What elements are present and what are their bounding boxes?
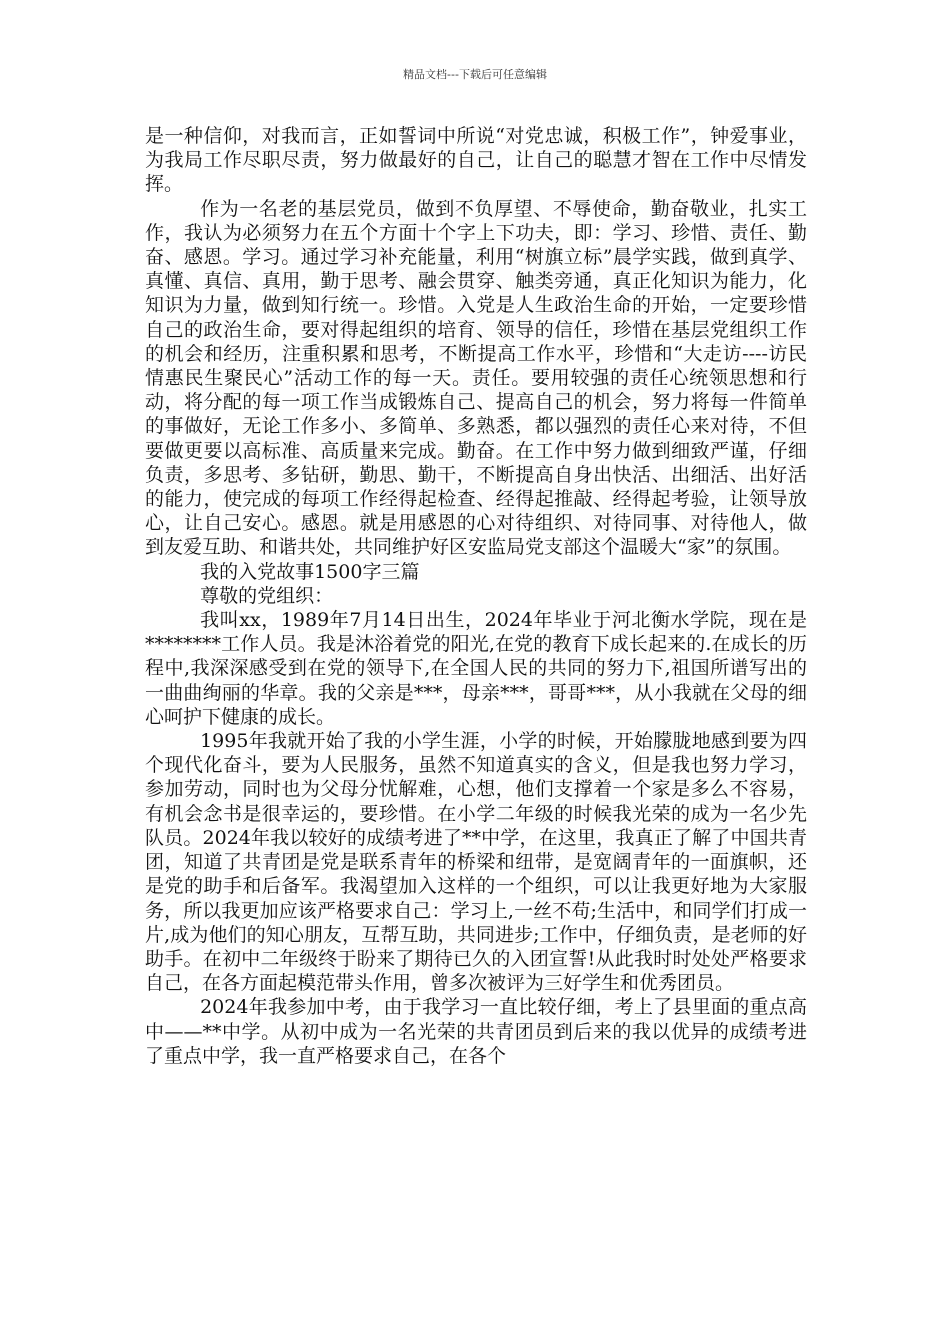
paragraph-high-school: 2024年我参加中考，由于我学习一直比较仔细，考上了县里面的重点高中——**中学。从初中成为一名光荣的共青团员到后来的我以优异的成绩考进了重点中学，我一直严格要求自己，在各个 (145, 996, 807, 1067)
paragraph-school-years: 1995年我就开始了我的小学生涯，小学的时候，开始朦胧地感到要为四个现代化奋斗，要为人民服务，虽然不知道真实的含义，但是我也努力学习，参加劳动，同时也为父母分忧解难，心想，他们支撑着一个家是多么不容易，有机会念书是很幸运的，要珍惜。在小学二年级的时候我光荣的成为一名少先队员。2024年我以较好的成绩考进了**中学，在这里，我真正了解了中国共青团，知道了共青团是党是联系青年的桥梁和纽带，是宽阔青年的一面旗帜，还是党的助手和后备军。我渴望加入这样的一个组织，可以让我更好地为大家服务，所以我更加应该严格要求自己：学习上,一丝不苟;生活中，和同学们打成一片,成为他们的知心朋友，互帮互助，共同进步;工作中，仔细负责，是老师的好助手。在初中二年级终于盼来了期待已久的入团宣誓!从此我时时处处严格要求自己，在各方面起模范带头作用，曾多次被评为三好学生和优秀团员。 (145, 730, 807, 995)
paragraph-self-introduction: 我叫xx，1989年7月14日出生，2024年毕业于河北衡水学院，现在是********工作人员。我是沐浴着党的阳光,在党的教育下成长起来的.在成长的历程中,我深深感受到在党的领导下,在全国人民的共同的努力下,祖国所谱写出的一曲曲绚丽的华章。我的父亲是***，母亲***，哥哥***，从小我就在父母的细心呵护下健康的成长。 (145, 609, 807, 728)
document-body (145, 124, 807, 1068)
section-title: 我的入党故事1500字三篇 (200, 560, 420, 583)
paragraph-continuation: 是一种信仰，对我而言，正如誓词中所说“对党忠诚，积极工作”，钟爱事业，为我局工作尽职尽责，努力做最好的自己，让自己的聪慧才智在工作中尽情发挥。 (145, 125, 807, 196)
salutation: 尊敬的党组织： (200, 584, 334, 607)
page-header: 精品文档---下载后可任意编辑 (403, 68, 547, 81)
paragraph-party-member-duties: 作为一名老的基层党员，做到不负厚望、不辱使命，勤奋敬业，扎实工作，我认为必须努力在五个方面十个字上下功夫，即：学习、珍惜、责任、勤奋、感恩。学习。通过学习补充能量，利用“树旗立标”晨学实践，做到真学、真懂、真信、真用，勤于思考、融会贯穿、触类旁通，真正化知识为能力，化知识为力量，做到知行统一。珍惜。入党是人生政治生命的开始，一定要珍惜自己的政治生命，要对得起组织的培育、领导的信任，珍惜在基层党组织工作的机会和经历，注重积累和思考，不断提高工作水平，珍惜和“大走访----访民情惠民生聚民心”活动工作的每一天。责任。要用较强的责任心统领思想和行动，将分配的每一项工作当成锻炼自己、提高自己的机会，努力将每一件简单的事做好，无论工作多小、多简单、多熟悉，都以强烈的责任心来对待，不但要做更要以高标准、高质量来完成。勤奋。在工作中努力做到细致严谨，仔细负责，多思考、多钻研，勤思、勤干，不断提高自身出快活、出细活、出好活的能力，使完成的每项工作经得起检查、经得起推敲、经得起考验，让领导放心，让自己安心。感恩。就是用感恩的心对待组织、对待同事、对待他人，做到友爱互助、和谐共处，共同维护好区安监局党支部这个温暖大“家”的氛围。 (145, 197, 807, 559)
